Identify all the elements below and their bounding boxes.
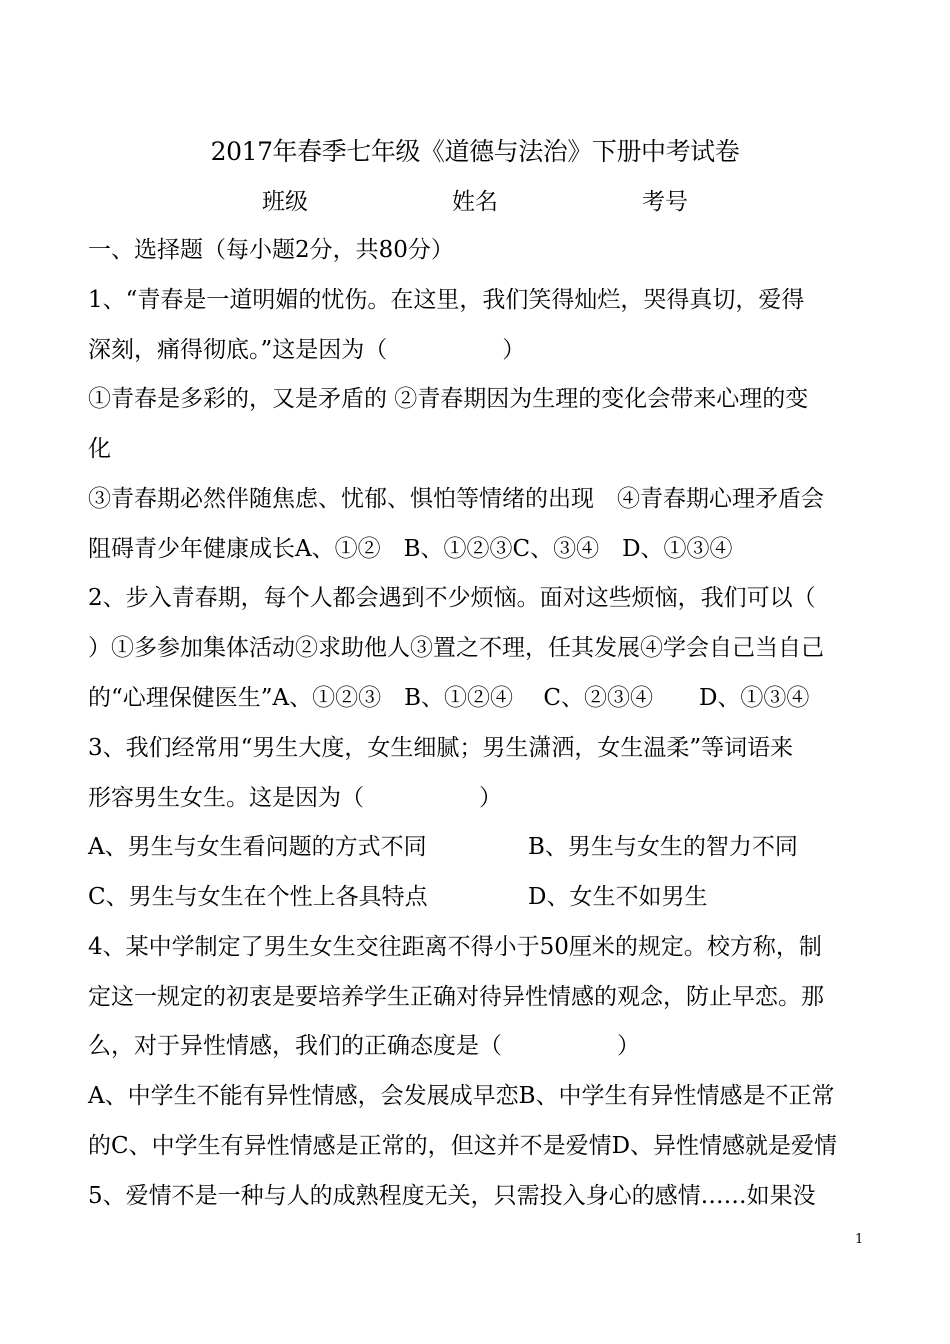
question-2-line-2: ）①多参加集体活动②求助他人③置之不理，任其发展④学会自己当自己: [88, 635, 824, 661]
number-label: 考号: [642, 189, 688, 215]
question-1-line-1: 1、“青春是一道明媚的忧伤。在这里，我们笑得灿烂，哭得真切，爱得: [88, 287, 805, 313]
question-4-line-5: 的C、中学生有异性情感是正常的，但这并不是爱情D、异性情感就是爱情: [88, 1133, 838, 1159]
question-3-line-2: 形容男生女生。这是因为（ ）: [88, 785, 502, 811]
question-2-line-3: 的“心理保健医生”A、①②③ B、①②④ C、②③④ D、①③④: [88, 685, 810, 711]
page-number: 1: [855, 1232, 864, 1247]
question-3-line-1: 3、我们经常用“男生大度，女生细腻；男生潇洒，女生温柔”等词语来: [88, 735, 794, 761]
question-5-line-1: 5、爱情不是一种与人的成熟程度无关，只需投入身心的感情……如果没: [88, 1183, 816, 1209]
section-heading: 一、选择题（每小题2分，共80分）: [88, 237, 454, 263]
question-1-line-3: ①青春是多彩的，又是矛盾的 ②青春期因为生理的变化会带来心理的变: [88, 386, 809, 412]
question-4-line-3: 么，对于异性情感，我们的正确态度是（ ）: [88, 1033, 640, 1059]
question-1-line-4: 化: [88, 436, 111, 462]
question-2-line-1: 2、步入青春期，每个人都会遇到不少烦恼。面对这些烦恼，我们可以（: [88, 585, 816, 611]
question-3-option-a: A、男生与女生看问题的方式不同: [88, 834, 427, 860]
question-1-line-5: ③青春期必然伴随焦虑、忧郁、惧怕等情绪的出现 ④青春期心理矛盾会: [88, 486, 824, 512]
class-label: 班级: [262, 189, 308, 215]
question-4-line-2: 定这一规定的初衷是要培养学生正确对待异性情感的观念，防止早恋。那: [88, 984, 824, 1010]
question-1-line-6: 阻碍青少年健康成长A、①② B、①②③C、③④ D、①③④: [88, 536, 733, 562]
question-1-line-2: 深刻，痛得彻底。”这是因为（ ）: [88, 337, 526, 363]
question-3-option-c: C、男生与女生在个性上各具特点: [88, 884, 428, 910]
question-3-option-b: B、男生与女生的智力不同: [528, 834, 798, 860]
question-4-line-1: 4、某中学制定了男生女生交往距离不得小于50厘米的规定。校方称，制: [88, 934, 822, 960]
name-label: 姓名: [452, 189, 498, 215]
question-4-line-4: A、中学生不能有异性情感，会发展成早恋B、中学生有异性情感是不正常: [88, 1083, 835, 1109]
question-3-option-d: D、女生不如男生: [528, 884, 708, 910]
exam-title: 2017年春季七年级《道德与法治》下册中考试卷: [210, 137, 740, 166]
